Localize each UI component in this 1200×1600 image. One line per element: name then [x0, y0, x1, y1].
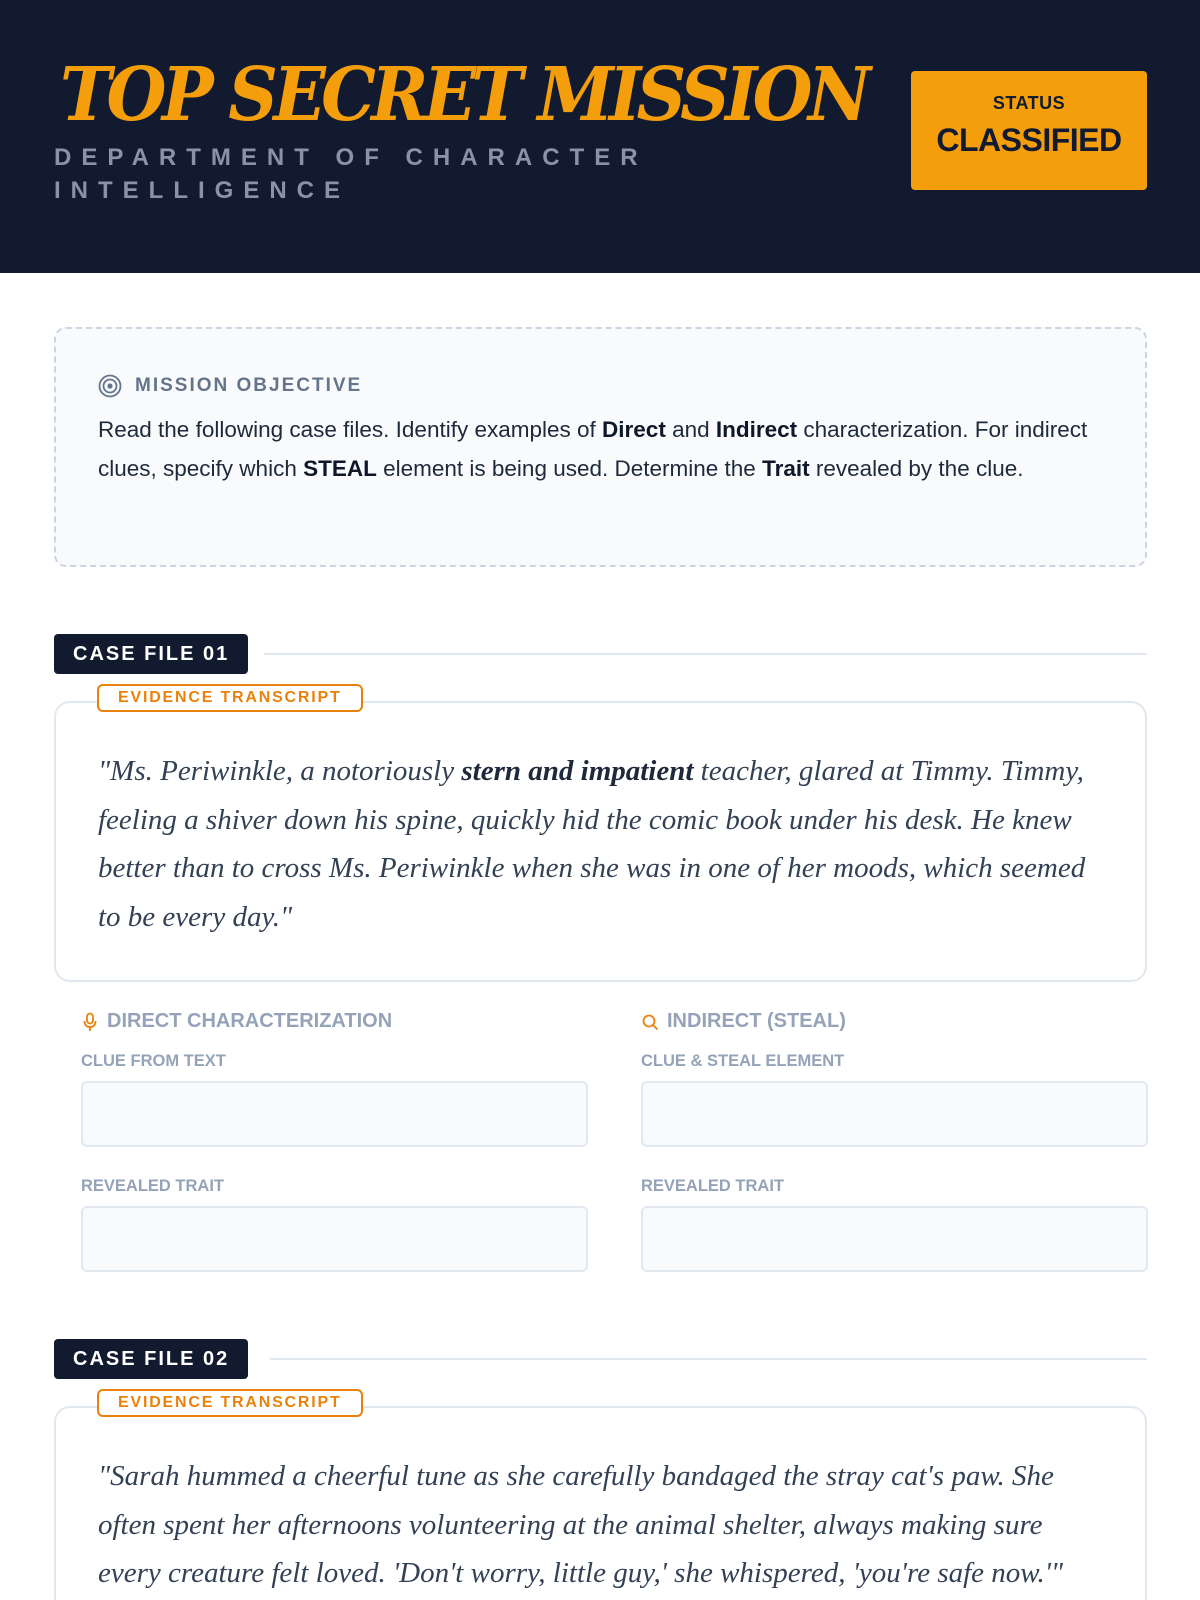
- evidence-label-case-02: EVIDENCE TRANSCRIPT: [97, 1389, 363, 1417]
- evidence-label-case-01: EVIDENCE TRANSCRIPT: [97, 684, 363, 712]
- status-badge: [911, 71, 1147, 190]
- case-file-02-tab: CASE FILE 02: [54, 1339, 248, 1379]
- direct-trait-input[interactable]: [81, 1206, 588, 1272]
- evidence-transcript-case-02: [54, 1406, 1147, 1600]
- direct-heading-label: DIRECT CHARACTERIZATION: [107, 1010, 393, 1032]
- indirect-trait-label: REVEALED TRAIT: [641, 1177, 785, 1195]
- objective-keyword-indirect: Indirect: [715, 417, 798, 442]
- search-icon: [641, 1012, 659, 1032]
- objective-keyword-steal: STEAL: [303, 455, 377, 481]
- status-value: CLASSIFIED: [936, 122, 1122, 158]
- evidence-text-case-02: "Sarah hummed a cheerful tune as she carefully bandaged the stray cat's paw. She often spent her afternoons volunteering at the animal shelter, always making sure every creature felt loved. 'Don't worry, little guy,' she whispered, 'you're safe now.'": [98, 1460, 1064, 1589]
- indirect-trait-input[interactable]: [641, 1206, 1148, 1272]
- objective-text-part: Read the following case files. Identify examples of: [98, 417, 603, 442]
- objective-text-part: and: [665, 417, 716, 442]
- case-file-01-divider: [264, 653, 1147, 655]
- objective-keyword-direct: Direct: [602, 417, 666, 442]
- header-banner: [0, 0, 1200, 273]
- target-icon: [98, 374, 122, 398]
- mission-objective-panel: [54, 327, 1147, 567]
- evidence-text-part: "Ms. Periwinkle, a notoriously: [98, 755, 462, 787]
- objective-keyword-trait: Trait: [762, 455, 810, 481]
- objective-title: MISSION OBJECTIVE: [135, 375, 363, 396]
- objective-header: [98, 374, 362, 398]
- objective-text-part: revealed by the clue.: [809, 455, 1024, 481]
- indirect-steal-heading: [641, 1010, 846, 1033]
- case-file-02-divider: [270, 1358, 1147, 1360]
- objective-text: [98, 411, 1098, 488]
- evidence-transcript-case-01: [54, 701, 1147, 982]
- status-label: STATUS: [992, 93, 1066, 113]
- indirect-heading-label: INDIRECT (STEAL): [667, 1010, 846, 1032]
- direct-trait-label: REVEALED TRAIT: [81, 1177, 225, 1195]
- evidence-highlight: stern and impatient: [461, 755, 694, 787]
- indirect-clue-label: CLUE & STEAL ELEMENT: [641, 1052, 845, 1070]
- department-subtitle: DEPARTMENT OF CHARACTER INTELLIGENCE: [54, 144, 648, 204]
- objective-text-part: characterization. For indirect clues, specify which: [98, 417, 1088, 481]
- evidence-text-case-01: [98, 747, 1108, 941]
- direct-clue-input[interactable]: [81, 1081, 588, 1147]
- indirect-clue-input[interactable]: [641, 1081, 1148, 1147]
- evidence-text-part: teacher, glared at Timmy. Timmy, feeling a shiver down his spine, quickly hid the comic book under his desk. He knew better than to cross Ms. Periwinkle when she was in one of her moods, which seemed to be every day.": [98, 755, 1086, 933]
- direct-characterization-heading: [81, 1010, 392, 1033]
- microphone-icon: [81, 1012, 99, 1032]
- page-title: TOP SECRET MISSION: [60, 52, 867, 138]
- direct-clue-label: CLUE FROM TEXT: [81, 1052, 226, 1070]
- objective-text-part: element is being used. Determine the: [376, 455, 763, 481]
- case-file-01-tab: CASE FILE 01: [54, 634, 248, 674]
